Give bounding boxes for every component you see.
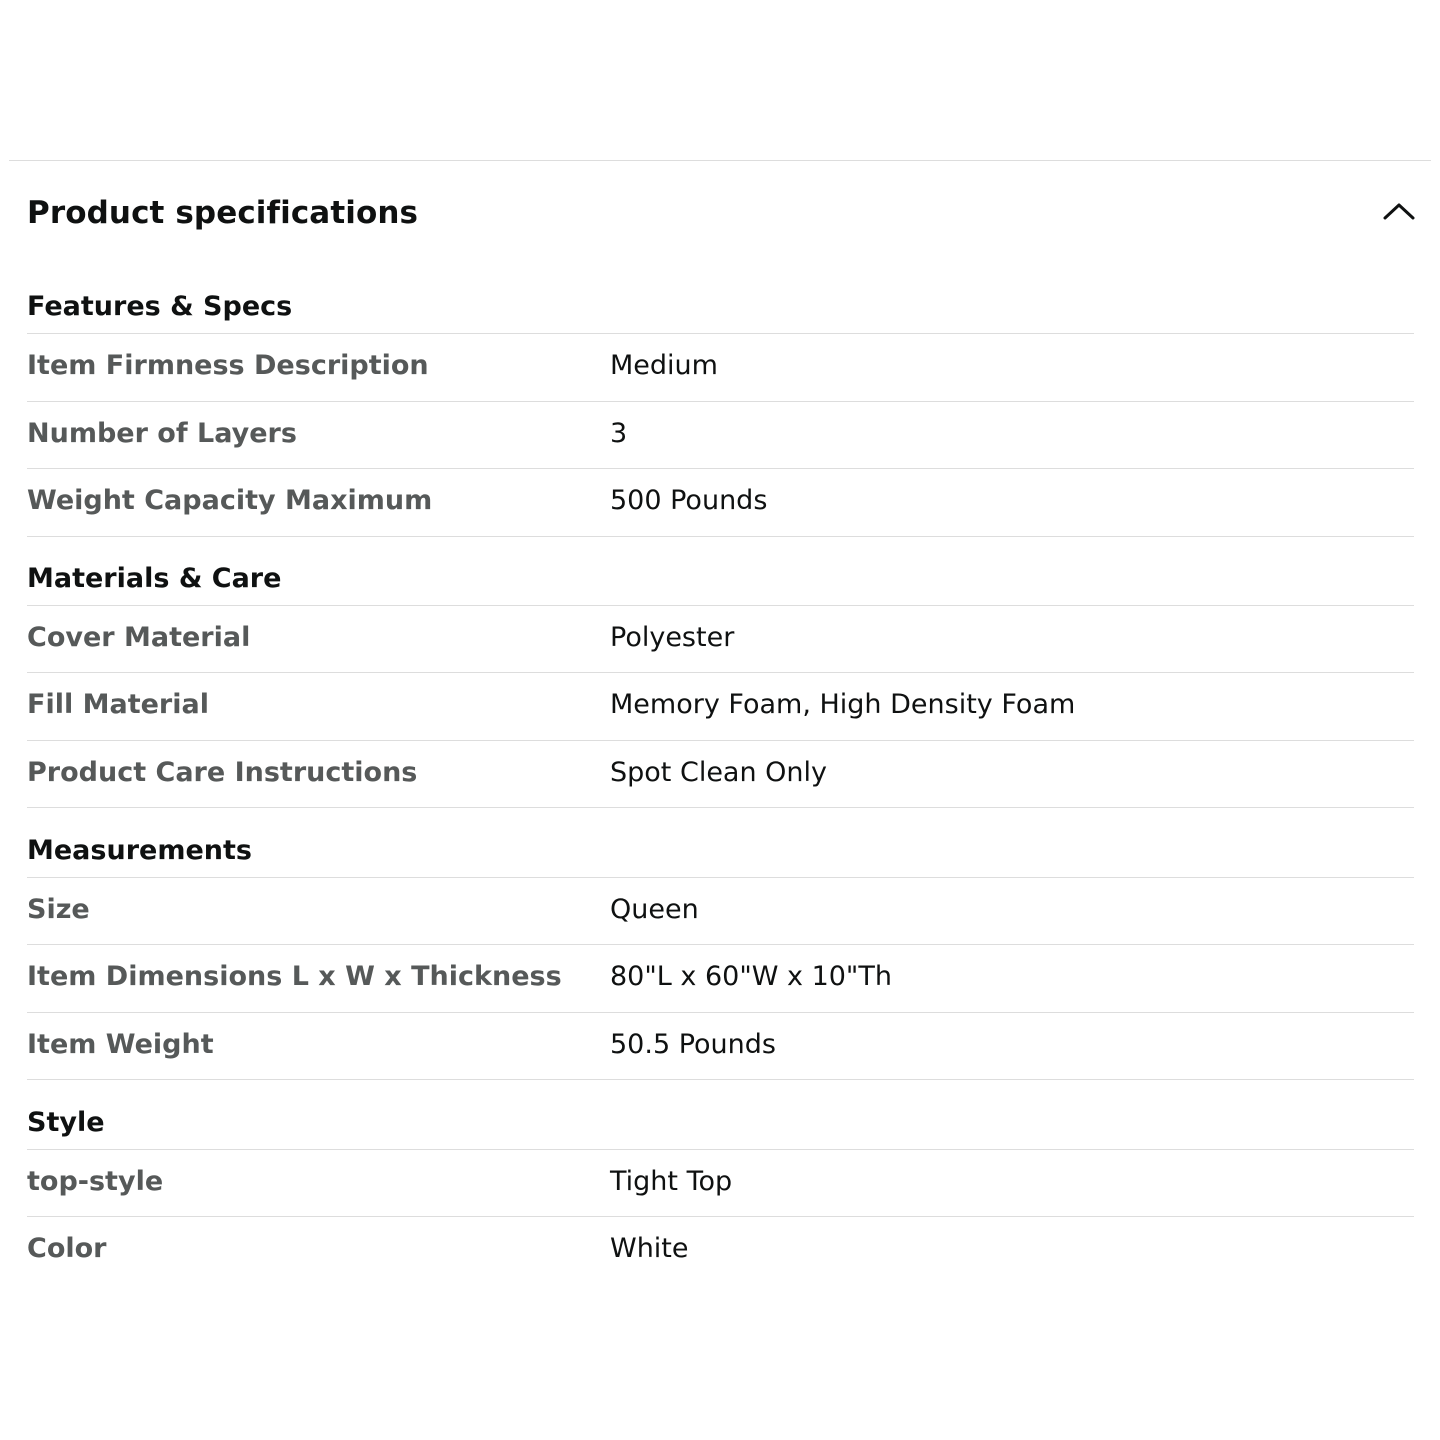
- group-heading-row: [27, 808, 1414, 878]
- spec-row: [27, 741, 1414, 808]
- spec-row: [27, 1217, 1414, 1283]
- spec-row: [27, 1013, 1414, 1080]
- spec-value: 80"L x 60"W x 10"Th: [610, 961, 892, 992]
- spec-row: [27, 606, 1414, 673]
- spec-value: White: [610, 1233, 689, 1264]
- spec-label: Color: [27, 1233, 107, 1264]
- spec-row: [27, 402, 1414, 469]
- group-heading: Features & Specs: [27, 291, 293, 322]
- spec-value: Spot Clean Only: [610, 757, 828, 788]
- spec-label: Item Firmness Description: [27, 350, 429, 381]
- spec-value: Memory Foam, High Density Foam: [610, 689, 1076, 720]
- spec-value: Medium: [610, 350, 718, 381]
- product-specifications-toggle[interactable]: [27, 188, 1417, 244]
- spec-row: [27, 945, 1414, 1013]
- spec-row: [27, 334, 1414, 402]
- group-heading-row: [27, 537, 1414, 606]
- group-heading: Measurements: [27, 835, 252, 866]
- top-divider: [9, 160, 1431, 161]
- spec-value: 500 Pounds: [610, 485, 768, 516]
- spec-row: [27, 878, 1414, 945]
- group-heading-row: [27, 1080, 1414, 1150]
- spec-label: Cover Material: [27, 622, 251, 653]
- spec-row: [27, 469, 1414, 537]
- spec-label: Number of Layers: [27, 418, 297, 449]
- spec-label: top-style: [27, 1166, 164, 1197]
- spec-value: 3: [610, 418, 628, 449]
- spec-label: Fill Material: [27, 689, 209, 720]
- spec-label: Item Weight: [27, 1029, 214, 1060]
- spec-value: 50.5 Pounds: [610, 1029, 776, 1060]
- group-heading-row: [27, 288, 1414, 334]
- group-heading: Materials & Care: [27, 563, 282, 594]
- spec-label: Weight Capacity Maximum: [27, 485, 433, 516]
- chevron-up-icon[interactable]: [1381, 196, 1417, 226]
- spec-row: [27, 673, 1414, 741]
- spec-row: [27, 1150, 1414, 1217]
- spec-value: Queen: [610, 894, 699, 925]
- spec-label: Size: [27, 894, 90, 925]
- section-heading: Product specifications: [27, 195, 419, 231]
- spec-label: Product Care Instructions: [27, 757, 418, 788]
- spec-label: Item Dimensions L x W x Thickness: [27, 961, 562, 992]
- spec-value: Tight Top: [610, 1166, 733, 1197]
- group-heading: Style: [27, 1107, 105, 1138]
- spec-value: Polyester: [610, 622, 735, 653]
